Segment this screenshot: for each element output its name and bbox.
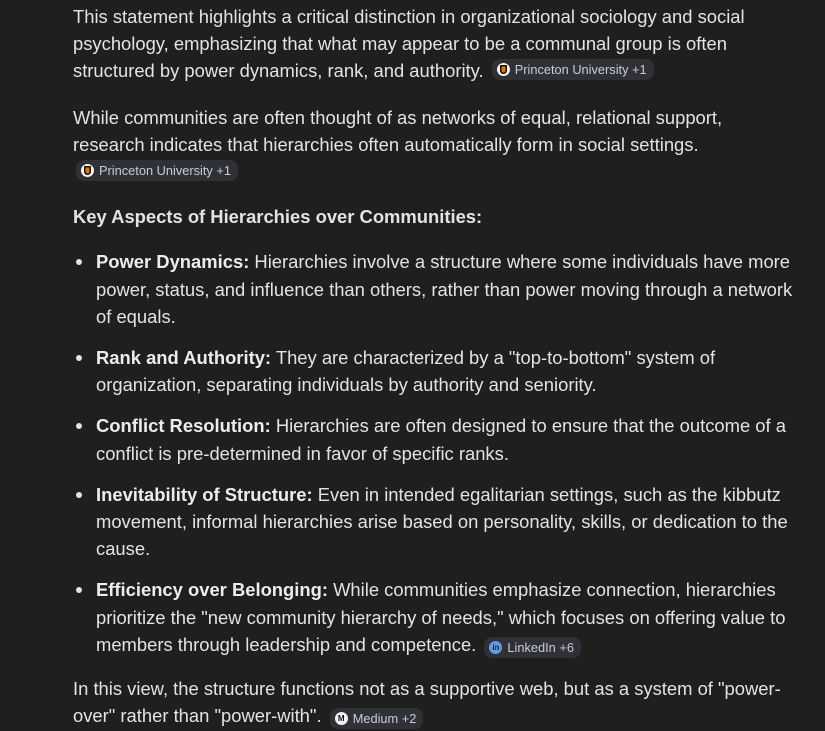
source-chip-label: Medium +2 — [352, 711, 417, 727]
source-chip-label: Princeton University +1 — [99, 163, 231, 179]
princeton-shield-icon — [497, 63, 510, 76]
list-item-title: Conflict Resolution: — [96, 415, 271, 437]
list-item-text: While communities emphasize connection, hierarchies prioritize the "new community hierarchy of needs," which focuses on offering value to members through leadership and competence. — [96, 579, 786, 655]
linkedin-icon: in — [489, 641, 502, 654]
list-item-power-dynamics — [73, 248, 795, 330]
list-item-title: Efficiency over Belonging: — [96, 579, 328, 601]
list-item-inevitability — [73, 481, 795, 563]
list-item-text: They are characterized by a "top-to-bottom" system of organization, separating individuals by authority and seniority. — [96, 347, 716, 396]
list-item-title: Power Dynamics: — [96, 251, 250, 273]
paragraph-intro-text: This statement highlights a critical distinction in organizational sociology and social psychology, emphasizing that what may appear to be a communal group is often structured by power dynamics, rank, and authority. — [73, 6, 745, 82]
medium-icon: M — [335, 712, 348, 725]
list-item-efficiency — [73, 576, 795, 658]
source-chip-princeton-2[interactable] — [76, 160, 238, 181]
paragraph-conclusion-text: In this view, the structure functions not as a supportive web, but as a system of "power-over" rather than "power-with". — [73, 678, 781, 727]
source-chip-medium[interactable] — [330, 708, 424, 729]
list-item-title: Rank and Authority: — [96, 347, 272, 369]
list-item-conflict-resolution — [73, 412, 795, 466]
source-chip-linkedin[interactable] — [484, 637, 581, 658]
list-item-text: Hierarchies are often designed to ensure that the outcome of a conflict is pre-determined in favor of specific ranks. — [96, 415, 786, 464]
section-heading: Key Aspects of Hierarchies over Communities: — [73, 206, 483, 228]
source-chip-label: LinkedIn +6 — [507, 639, 574, 655]
list-item-rank-authority — [73, 344, 795, 398]
key-aspects-list — [73, 248, 795, 658]
list-item-title: Inevitability of Structure: — [96, 483, 313, 505]
source-chip-princeton-1[interactable] — [492, 59, 654, 80]
paragraph-research-text: While communities are often thought of as networks of equal, relational support, research indicates that hierarchies often automatically form in social settings. — [73, 106, 723, 155]
paragraph-intro — [73, 3, 795, 85]
princeton-shield-icon — [81, 164, 94, 177]
response-content — [73, 3, 795, 729]
list-item-text: Even in intended egalitarian settings, such as the kibbutz movement, informal hierarchies arise based on personality, skills, or dedication to the cause. — [96, 483, 788, 560]
paragraph-conclusion — [73, 675, 795, 729]
list-item-text: Hierarchies involve a structure where some individuals have more power, status, and influence than others, rather than power moving through a network of equals. — [96, 251, 793, 327]
paragraph-research — [73, 104, 795, 186]
source-chip-label: Princeton University +1 — [514, 62, 647, 78]
